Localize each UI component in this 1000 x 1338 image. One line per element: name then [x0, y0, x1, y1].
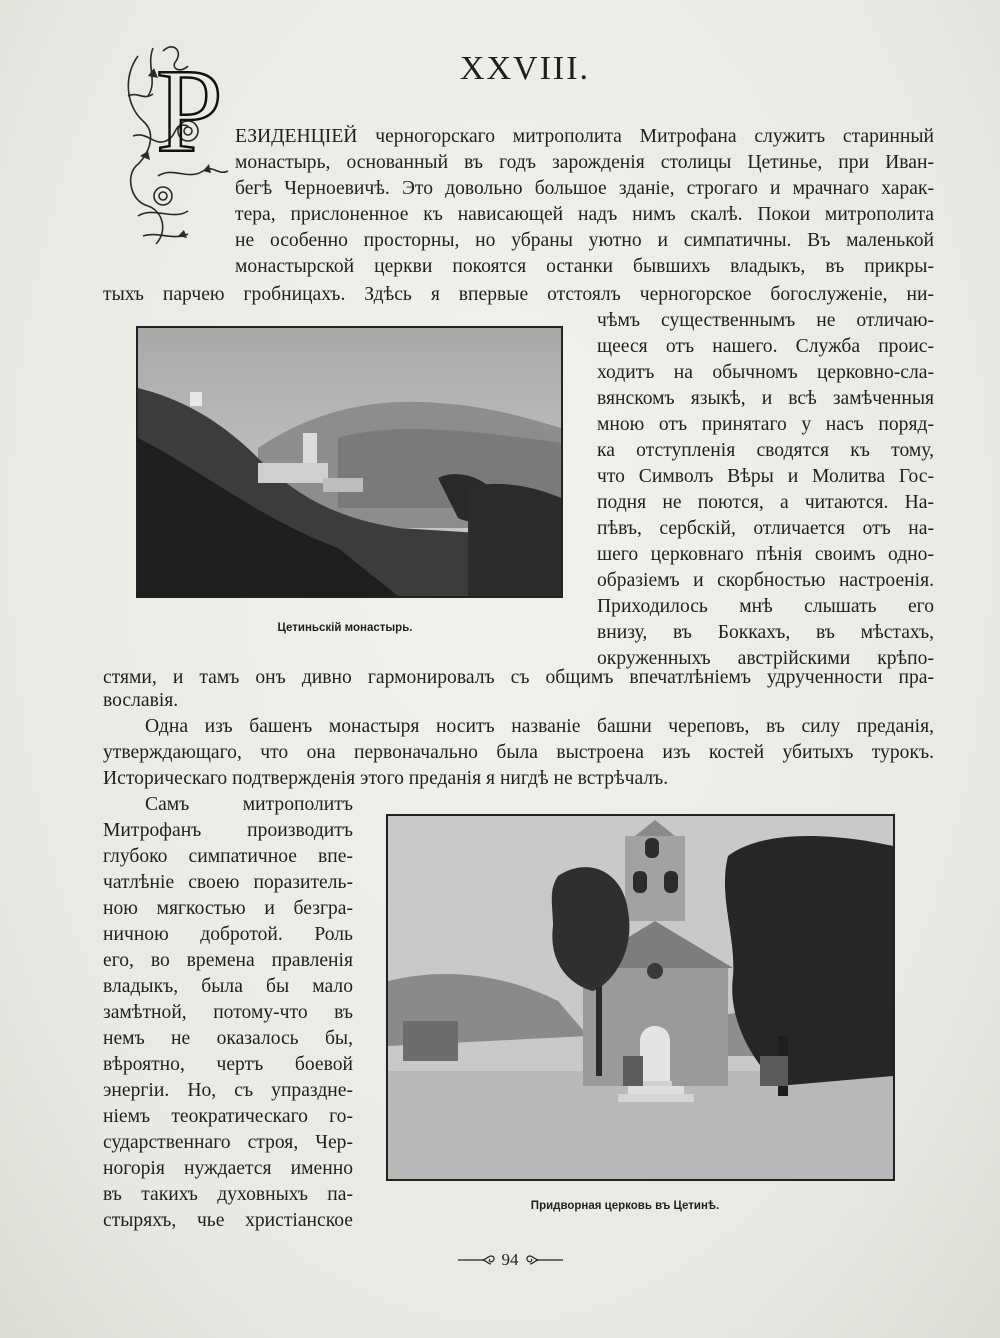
text-line: вѣроятно, чертъ боевой	[103, 1054, 353, 1075]
text-line: замѣтной, потому-что въ	[103, 1002, 353, 1023]
text-line: подня не поются, а читаются. На-	[597, 492, 934, 513]
ornamental-initial	[118, 36, 233, 251]
page-number	[455, 1250, 565, 1270]
text-line: ною мягкостью и безгра-	[103, 898, 353, 919]
text-line: Митрофанъ производитъ	[103, 820, 353, 841]
text-line: внизу, въ Боккахъ, въ мѣстахъ,	[597, 622, 934, 643]
text-line: ничною добротой. Роль	[103, 924, 353, 945]
right-flourish-icon	[523, 1253, 563, 1267]
text-line: владыкъ, была бы мало	[103, 976, 353, 997]
text-line: пѣвъ, сербскій, отличается отъ на-	[597, 518, 934, 539]
text-line: что Символъ Вѣры и Молитва Гос-	[597, 466, 934, 487]
chapter-number: XXVIII.	[459, 50, 591, 87]
text-line: Приходилось мнѣ слышать его	[597, 596, 934, 617]
text-line: ногорія нуждается именно	[103, 1158, 353, 1179]
text-line: Самъ митрополитъ	[145, 794, 353, 815]
monastery-caption: Цетиньскій монастырь.	[277, 622, 413, 634]
text-line: ходитъ на обычномъ церковно-сла-	[597, 362, 934, 383]
text-line: ЕЗИДЕНЦІЕЙ черногорскаго митрополита Митрофана служитъ старинный	[235, 126, 934, 147]
left-flourish-icon	[458, 1253, 498, 1267]
monastery-photo	[136, 326, 563, 598]
text-line: монастырской церкви покоятся останки бывшихъ владыкъ, въ прикры-	[235, 256, 934, 277]
text-line: Одна изъ башенъ монастыря носитъ названіе башни череповъ, въ силу преданія,	[145, 716, 934, 737]
text-line: щееся отъ нашего. Служба проис-	[597, 336, 934, 357]
text-line: бегѣ Черноевичѣ. Это довольно большое зданіе, строгаго и мрачнаго харак-	[235, 178, 934, 199]
text-line: окруженныхъ австрійскими крѣпо-	[597, 648, 934, 669]
initial-letter: Р	[156, 44, 223, 177]
text-line: Историческаго подтвержденія этого преданія я нигдѣ не встрѣчалъ.	[103, 768, 669, 789]
text-line: мною отъ принятаго у насъ поряд-	[597, 414, 934, 435]
text-line: немъ не оказалось бы,	[103, 1028, 353, 1049]
church-caption: Придворная церковь въ Цетинѣ.	[530, 1200, 720, 1212]
text-line: сударственнаго строя, Чер-	[103, 1132, 353, 1153]
text-line: въ такихъ духовныхъ па-	[103, 1184, 353, 1205]
page-number-text: 94	[501, 1250, 519, 1269]
text-line: шего церковнаго пѣнія своимъ одно-	[597, 544, 934, 565]
text-line: не особенно просторны, но убраны уютно и симпатичны. Въ маленькой	[235, 230, 934, 251]
text-line: образіемъ и скорбностью настроенія.	[597, 570, 934, 591]
text-line: стыряхъ, чье христіанское	[103, 1210, 353, 1231]
text-line: энергіи. Но, съ упраздне-	[103, 1080, 353, 1101]
text-line: чатлѣніе своею поразитель-	[103, 872, 353, 893]
text-line: стями, и тамъ онъ дивно гармонировалъ съ общимъ впечатлѣніемъ удрученности пра-	[103, 667, 934, 688]
text-line: чѣмъ существеннымъ не отличаю-	[597, 310, 934, 331]
text-line: ніемъ теократическаго го-	[103, 1106, 353, 1127]
text-line: вославія.	[103, 690, 179, 711]
text-line: тера, прислоненное къ нависающей надъ нимъ скалѣ. Покои митрополита	[235, 204, 934, 225]
text-line: глубоко симпатичное впе-	[103, 846, 353, 867]
church-photo	[386, 814, 895, 1181]
text-line: тыхъ парчею гробницахъ. Здѣсь я впервые отстоялъ черногорское богослуженіе, ни-	[103, 284, 934, 305]
text-line: его, во времена правленія	[103, 950, 353, 971]
text-line: вянскомъ языкѣ, и всѣ замѣченныя	[597, 388, 934, 409]
text-line: монастырь, основанный въ годъ зарожденія столицы Цетинье, при Иван-	[235, 152, 934, 173]
text-line: ка отступленія сводятся къ тому,	[597, 440, 934, 461]
text-line: утверждающаго, что она первоначально была выстроена изъ костей убитыхъ турокъ.	[103, 742, 934, 763]
